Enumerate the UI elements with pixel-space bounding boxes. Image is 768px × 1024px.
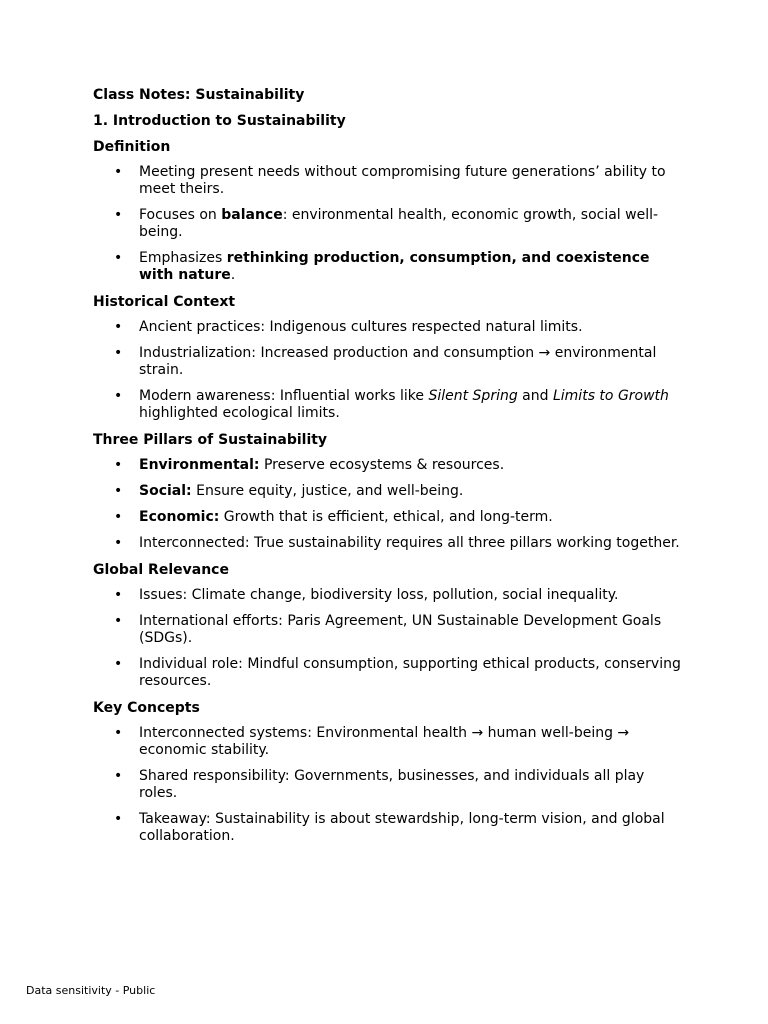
global-list [93,587,683,690]
list-item-text: highlighted ecological limits. [139,405,340,421]
list-item [93,483,683,500]
list-item [93,164,683,198]
list-item [93,509,683,526]
pillar-label: Social: [139,483,192,499]
list-item-text: Issues: Climate change, biodiversity loss, pollution, social inequality. [139,587,619,603]
section-heading-introduction: 1. Introduction to Sustainability [93,113,346,129]
definition-list [93,164,683,284]
list-item-text: Modern awareness: Influential works like [139,388,429,404]
subheading-global-relevance: Global Relevance [93,562,229,578]
list-item-text: Ensure equity, justice, and well-being. [191,483,464,499]
list-item-text: Focuses on [139,207,222,223]
book-title-silent-spring: Silent Spring [428,388,518,404]
subheading-definition: Definition [93,139,171,155]
list-item-text: Meeting present needs without compromising future generations’ ability to meet theirs. [139,164,666,197]
list-item-text: Individual role: Mindful consumption, supporting ethical products, conserving resources. [139,656,681,689]
pillar-label: Economic: [139,509,220,525]
subheading-key-concepts: Key Concepts [93,700,200,716]
list-item-text: Emphasizes [139,250,227,266]
list-item-text: : environmental health, economic growth, social well-being. [139,207,659,240]
list-item [93,388,683,422]
list-item-text: International efforts: Paris Agreement, UN Sustainable Development Goals (SDGs). [139,613,662,646]
list-item-text: . [230,267,236,283]
bold-phrase-rethinking: rethinking production, consumption, and coexistence with nature [139,250,650,283]
list-item-text: Ancient practices: Indigenous cultures respected natural limits. [139,319,583,335]
list-item-text: Shared responsibility: Governments, businesses, and individuals all play roles. [139,768,645,801]
list-item [93,457,683,474]
list-item-text: Growth that is efficient, ethical, and long-term. [219,509,553,525]
list-item [93,319,683,336]
book-title-limits-to-growth: Limits to Growth [552,388,669,404]
list-item-text: Industrialization: Increased production and consumption → environmental strain. [139,345,657,378]
list-item [93,613,683,647]
list-item [93,656,683,690]
concepts-list [93,725,683,845]
subheading-three-pillars: Three Pillars of Sustainability [93,432,328,448]
data-sensitivity-label: Data sensitivity - Public [26,984,156,997]
pillars-list [93,457,683,552]
list-item [93,345,683,379]
list-item [93,250,683,284]
list-item [93,207,683,241]
list-item [93,811,683,845]
list-item [93,587,683,604]
list-item [93,725,683,759]
list-item-text: Preserve ecosystems & resources. [259,457,505,473]
list-item-text: Interconnected systems: Environmental health → human well-being → economic stability. [139,725,630,758]
bold-term-balance: balance [221,207,283,223]
list-item-text: Takeaway: Sustainability is about stewardship, long-term vision, and global collaboration. [139,811,665,844]
document-body [93,86,683,854]
pillar-label: Environmental: [139,457,260,473]
history-list [93,319,683,422]
document-title: Class Notes: Sustainability [93,87,305,103]
list-item-text: and [517,388,553,404]
list-item-text: Interconnected: True sustainability requires all three pillars working together. [139,535,680,551]
list-item [93,535,683,552]
subheading-historical-context: Historical Context [93,294,236,310]
list-item [93,768,683,802]
